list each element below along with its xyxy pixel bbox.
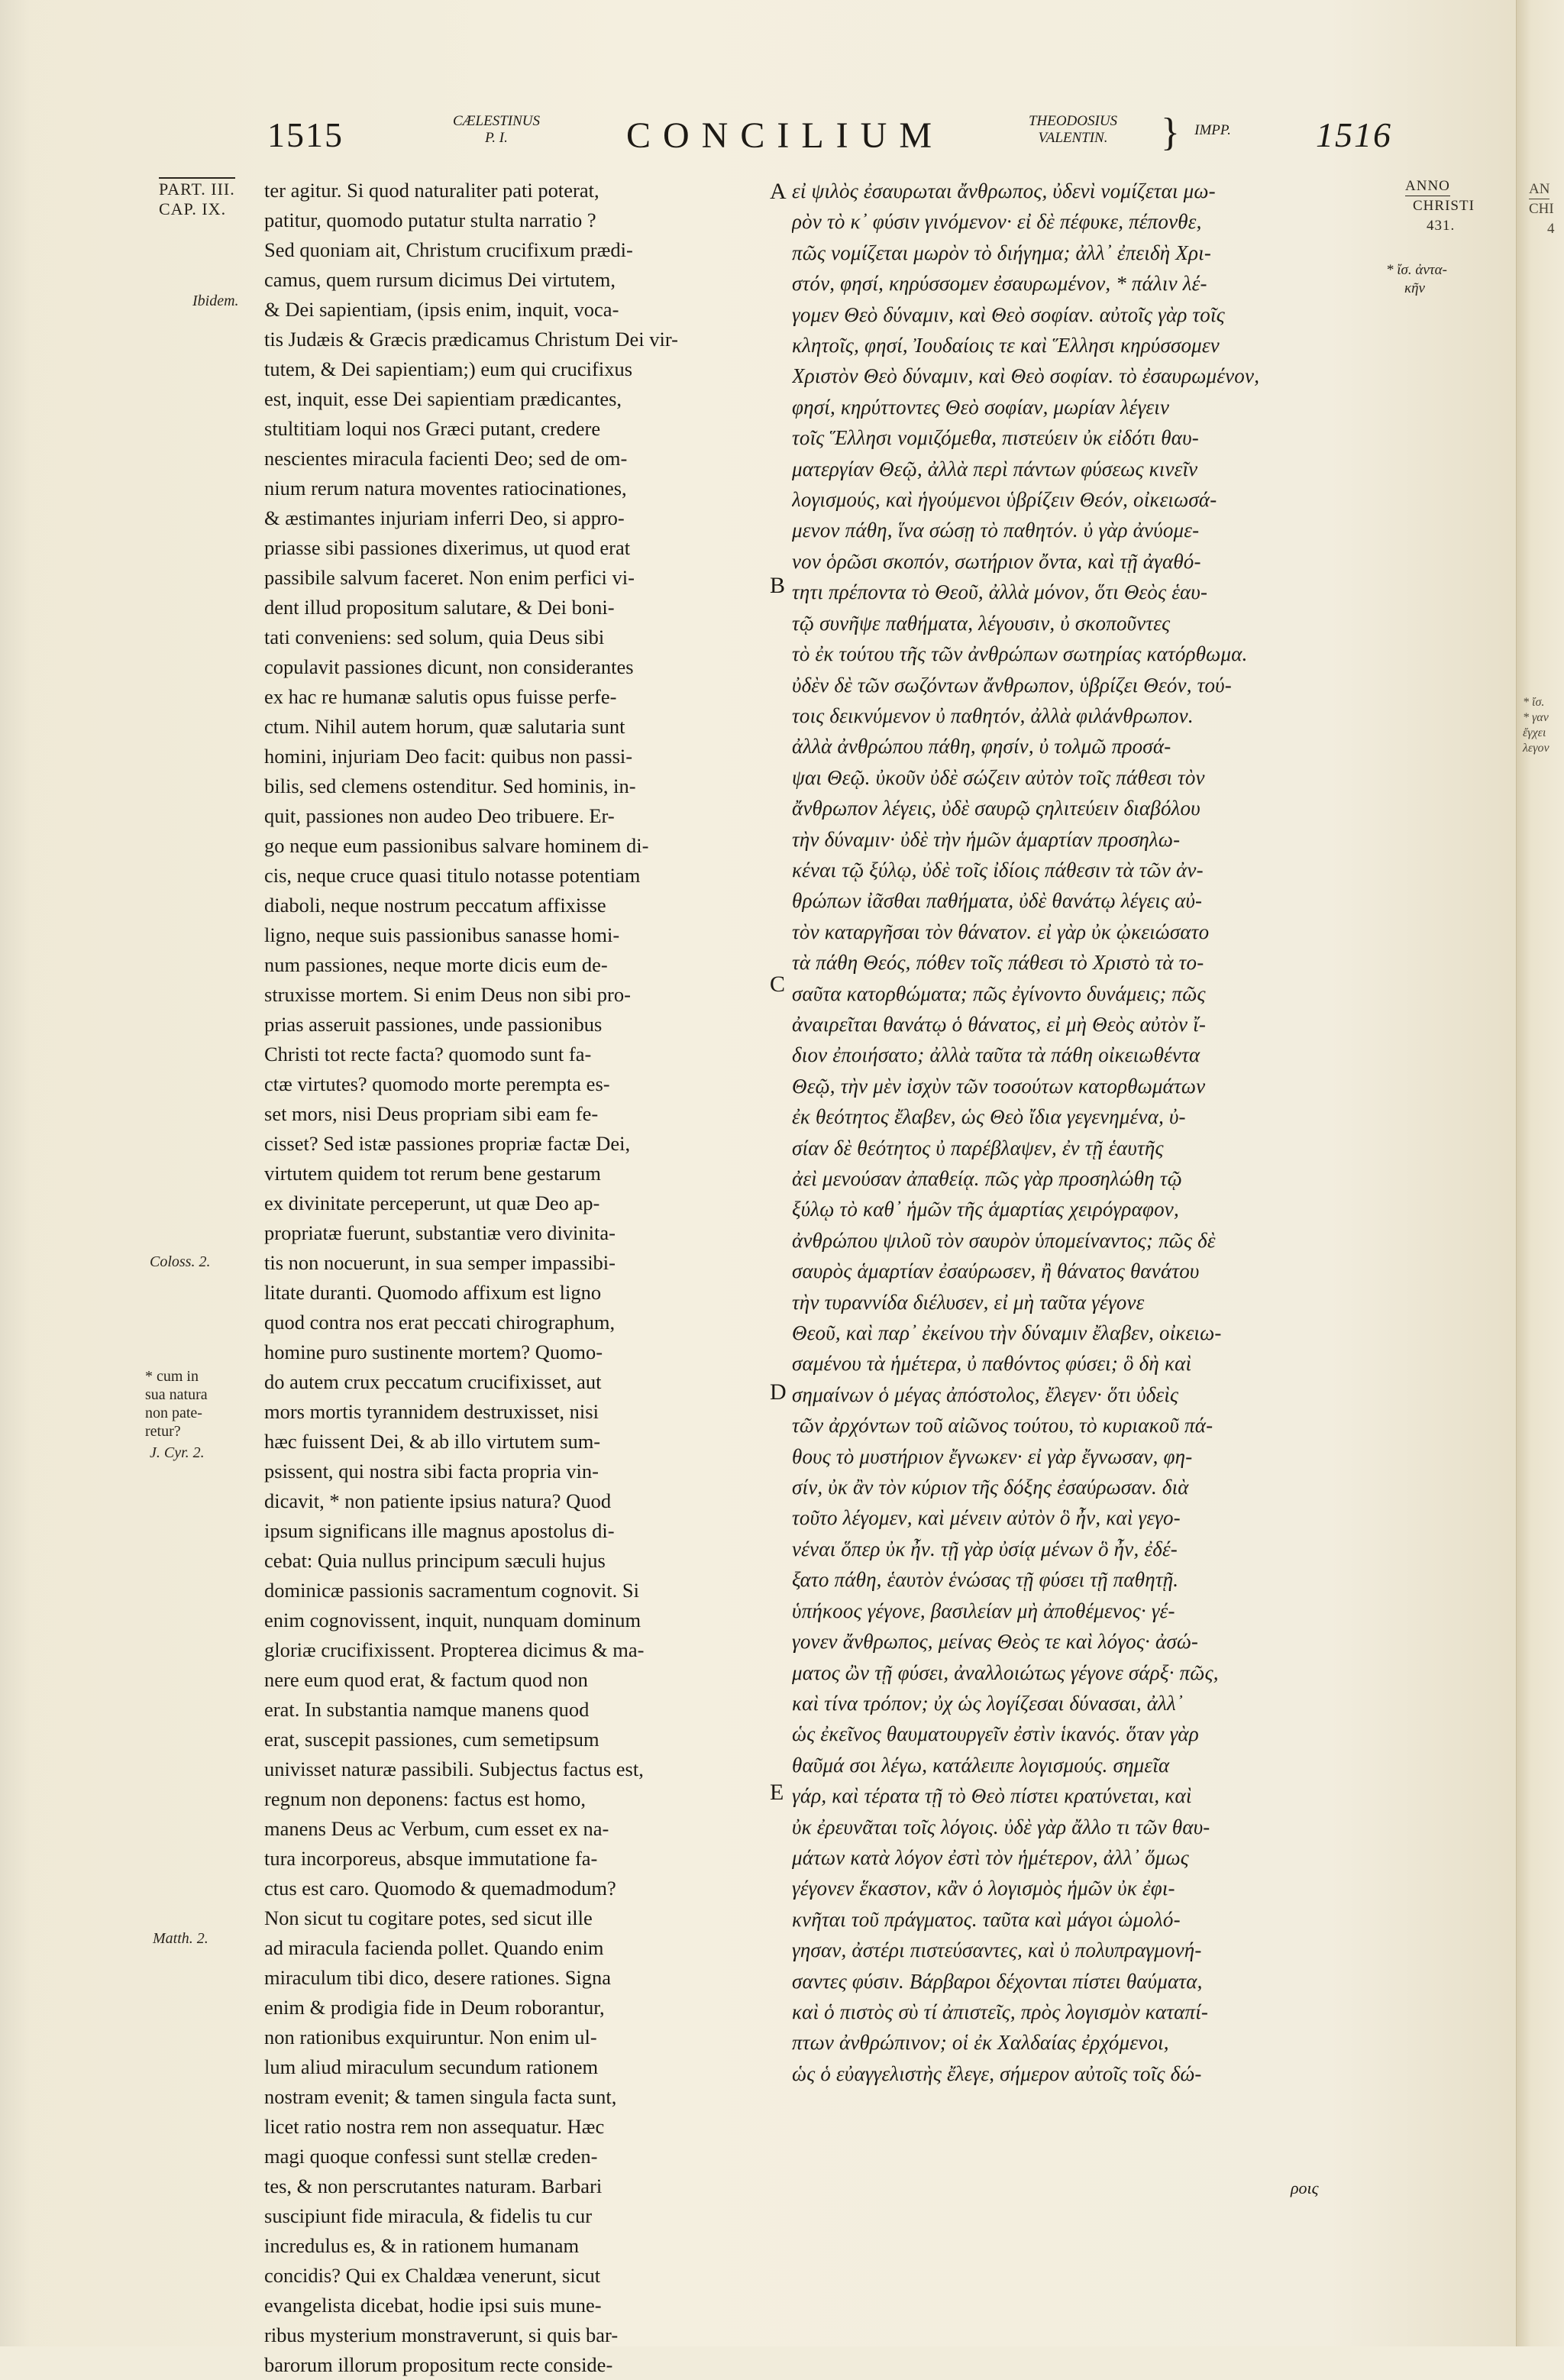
greek-text-line: ὡς ἐκεῖνος θαυματουργεῖν ἐστὶν ἱκανός. ὅταν γὰρ [792,1722,1199,1746]
margin-cyr: J. Cyr. 2. [150,1444,205,1461]
latin-text-line: struxisse mortem. Si enim Deus non sibi pro- [264,983,631,1006]
section-letter-d: D [770,1379,787,1405]
latin-text-line: evangelista dicebat, hodie ipsi suis mune- [264,2294,602,2317]
gutter-shadow [0,0,31,2346]
greek-text-line: Θεῷ, τὴν μὲν ἰσχὺν τῶν τοσούτων κατορθωμάτων [792,1074,1206,1098]
greek-text-line: σίν, ὐκ ἂν τὸν κύριον τῆς δόξης ἐσαύρωσαν. διὰ [792,1476,1189,1499]
margin-note-line: non pate- [145,1405,202,1421]
section-letter-b: B [770,573,786,598]
latin-text-line: prias asseruit passiones, unde passionibus [264,1013,603,1036]
greek-text-line: θαῦμά σοι λέγω, κατάλειπε λογισμούς. σημεῖα [792,1753,1170,1777]
margin-note-line: sua natura [145,1386,208,1403]
latin-text-line: quit, passiones non audeo Deo tribuere. Er- [264,804,615,827]
greek-text-line: γονεν ἄνθρωπος, μείνας Θεὸς τε καὶ λόγος· ἀσώ- [792,1630,1199,1654]
header-right-small-line: VALENTIN. [1038,130,1108,146]
header-brace: } [1161,111,1180,154]
margin-christi: CHRISTI [1413,198,1475,214]
latin-text-line: tura incorporeus, absque immutatione fa- [264,1847,598,1870]
latin-text-line: lum aliud miraculum secundum rationem [264,2055,599,2078]
greek-text-line: ἀλλὰ ἀνθρώπου πάθη, φησίν, ὐ τολμῶ προσά- [792,735,1171,758]
greek-text-line: ξατο πάθη, ἑαυτὸν ἑνώσας τῇ φύσει τῇ παθητῇ. [792,1568,1179,1592]
edge-note [1523,695,1549,756]
latin-text-line: enim & prodigia fide in Deum roborantur, [264,1996,605,2019]
greek-text-line: πῶς νομίζεται μωρὸν τὸ διήγημα; ἀλλ᾽ ἐπειδὴ Χρι- [792,241,1212,264]
greek-text-line: σημαίνων ὁ μέγας ἀπόστολος, ἔλεγεν· ὅτι ὐδεὶς [792,1382,1179,1406]
greek-text-line: εἰ ψιλὸς ἐσαυρωται ἄνθρωπος, ὐδενὶ νομίζεται μω- [792,179,1216,202]
latin-text-line: cebat: Quia nullus principum sæculi hujus [264,1549,606,1572]
greek-text-line: ὑπήκοος γέγονε, βασιλείαν μὴ ἀποθέμενος· γέ- [792,1599,1175,1622]
latin-text-line: ipsum significans ille magnus apostolus di- [264,1519,615,1542]
header-left-small [428,113,565,147]
header-right-small-line: THEODOSIUS [1028,113,1118,129]
latin-text-line: non rationibus exquiruntur. Non enim ul- [264,2026,597,2049]
greek-text-line: ψαι Θεῷ. ὐκοῦν ὐδὲ σώζειν αὐτὸν τοῖς πάθεσι τὸν [792,765,1205,789]
margin-note-star [145,1367,208,1441]
greek-text-line: σίαν δὲ θεότητος ὐ παρέβλαψεν, ἐν τῇ ἑαυτῆς [792,1136,1164,1159]
greek-text-line: κέναι τῷ ξύλῳ, ὐδὲ τοῖς ἰδίοις πάθεσιν τὰ τῶν ἀν- [792,858,1204,881]
greek-text-line: τοῖς Ἕλλησι νομιζόμεθα, πιστεύειν ὐκ εἰδότι θαυ- [792,426,1199,450]
greek-text-line: τητι πρέποντα τὸ Θεοῦ, ἀλλὰ μόνον, ὅτι Θεὸς ἑαυ- [792,580,1208,604]
latin-text-line: ex divinitate perceperunt, ut quæ Deo ap- [264,1192,600,1214]
greek-text-line: ἀνθρώπου ψιλοῦ τὸν σαυρὸν ὑπομείναντος; πῶς δὲ [792,1228,1216,1252]
greek-text-line: διον ἐποιήσατο; ἀλλὰ ταῦτα τὰ πάθη οἰκειωθέντα [792,1043,1200,1067]
latin-text-line: Sed quoniam ait, Christum crucifixum prædi- [264,238,633,261]
greek-text-line: θρώπων ἰᾶσθαι παθήματα, ὐδὲ θανάτῳ λέγεις αὐ- [792,889,1203,913]
latin-text-line: cisset? Sed istæ passiones propriæ factæ Dei, [264,1132,631,1155]
header-brace-label: IMPP. [1194,122,1231,138]
greek-text-line: φησί, κηρύττοντες Θεὸ σοφίαν, μωρίαν λέγειν [792,395,1170,419]
latin-text-line: litate duranti. Quomodo affixum est ligno [264,1281,602,1304]
greek-text-line: πτων ἀνθρώπινον; οἱ ἐκ Χαλδαίας ἐρχόμενοι, [792,2031,1169,2055]
latin-text-line: mors mortis tyrannidem destruxisset, nisi [264,1400,599,1423]
latin-text-line: ter agitur. Si quod naturaliter pati poterat, [264,179,599,202]
latin-text-line: tutem, & Dei sapientiam;) eum qui crucifixus [264,357,633,380]
latin-text-line: propriatæ fuerunt, substantiæ vero divinita- [264,1221,616,1244]
latin-text-line: homine puro sustinente mortem? Quomo- [264,1340,603,1363]
header-left-small-line: P. I. [485,130,508,146]
latin-text-line: copulavit passiones dicunt, non considerantes [264,655,634,678]
greek-text-line: σαῦτα κατορθώματα; πῶς ἐγίνοντο δυνάμεις; πῶς [792,981,1206,1005]
latin-column [264,176,757,2380]
latin-text-line: barorum illorum propositum recte conside- [264,2353,613,2376]
edge-text: CHI [1529,201,1554,217]
greek-text-line: τῶν ἀρχόντων τοῦ αἰῶνος τούτου, τὸ κυριακοῦ πά- [792,1414,1213,1437]
latin-text-line: psissent, qui nostra sibi facta propria vin- [264,1460,599,1483]
latin-text-line: & æstimantes injuriam inferri Deo, si appro- [264,506,625,529]
greek-text-line: νον ὁρῶσι σκοπόν, σωτήριον ὄντα, καὶ τῇ ἀγαθό- [792,549,1201,573]
latin-text-line: concidis? Qui ex Chaldæa venerunt, sicut [264,2264,601,2287]
latin-text-line: nium rerum natura moventes ratiocinationes, [264,477,627,500]
latin-text-line: enim cognovissent, inquit, nunquam dominum [264,1609,641,1631]
edge-note-line: * γαν [1523,711,1549,724]
margin-ibidem: Ibidem. [192,293,239,309]
margin-anno: ANNO [1405,177,1450,196]
greek-text-line: ἄνθρωπον λέγεις, ὐδὲ σαυρῷ ςηλιτεύειν διαβόλου [792,797,1200,820]
section-letter-a: A [770,179,787,204]
greek-text-line: τὴν δύναμιν· ὐδὲ τὴν ἡμῶν ἁμαρτίαν προσηλω- [792,827,1181,851]
section-letter-c: C [770,972,786,997]
greek-text-line: λογισμούς, καὶ ἡγούμενοι ὑβρίζειν Θεόν, οἰκειωσά- [792,488,1217,512]
latin-text-line: ex hac re humanæ salutis opus fuisse perfe- [264,685,617,708]
latin-text-line: nere eum quod erat, & factum quod non [264,1668,588,1691]
greek-text-line: γησαν, ἀστέρι πιστεύσαντες, καὶ ὐ πολυπραγμονή- [792,1939,1202,1962]
latin-text-line: regnum non deponens: factus est homo, [264,1787,586,1810]
greek-text-line: ὐδὲν δὲ τῶν σωζόντων ἄνθρωπον, ὑβρίζει Θεόν, τού- [792,673,1232,697]
latin-text-line: ctus est caro. Quomodo & quemadmodum? [264,1877,616,1900]
greek-text-line: ξύλῳ τὸ καθ᾽ ἡμῶν τῆς ἁμαρτίας χειρόγραφον, [792,1198,1179,1221]
latin-text-line: homini, injuriam Deo facit: quibus non passi- [264,745,633,768]
greek-text-line: μάτων κατὰ λόγον ἐστὶ τὸν ἡμέτερον, ἀλλ᾽ ὅμως [792,1845,1189,1869]
greek-text-line: ἀεὶ μενούσαν ἀπαθείᾳ. πῶς γὰρ προσηλώθη τῷ [792,1167,1182,1190]
greek-text-line: νέναι ὅπερ ὐκ ἦν. τῇ γὰρ ὐσίᾳ μένων ὃ ἦν, ἐδέ- [792,1537,1178,1560]
latin-text-line: magi quoque confessi sunt stellæ creden- [264,2145,598,2168]
greek-text-line: γέγονεν ἕκαστον, κἂν ὁ λογισμὸς ἡμῶν ὐκ ἐφι- [792,1877,1175,1900]
latin-text-line: dicavit, * non patiente ipsius natura? Quod [264,1489,612,1512]
latin-text-line: diaboli, neque nostrum peccatum affixisse [264,894,606,917]
greek-text-line: σαυρὸς ἁμαρτίαν ἐσαύρωσεν, ἢ θάνατος θανάτου [792,1260,1200,1283]
latin-text-line: est, inquit, esse Dei sapientiam prædicantes, [264,387,622,410]
latin-text-line: camus, quem rursum dicimus Dei virtutem, [264,268,616,291]
latin-text-line: cis, neque cruce quasi titulo notasse potentiam [264,864,641,887]
latin-text-line: priasse sibi passiones dixerimus, ut quod erat [264,536,631,559]
page-number-right: 1516 [1316,115,1392,154]
greek-text-line: τὴν τυραννίδα διέλυσεν, εἰ μὴ ταῦτα γέγονε [792,1290,1145,1314]
latin-text-line: stultitiam loqui nos Græci putant, credere [264,417,601,440]
latin-text-line: ctæ virtutes? quomodo morte perempta es- [264,1072,610,1095]
greek-text-line: τοῦτο λέγομεν, καὶ μένειν αὐτὸν ὃ ἦν, καὶ γεγο- [792,1506,1181,1530]
greek-text-line: ματεργίαν Θεῷ, ἀλλὰ περὶ πάντων φύσεως κινεῖν [792,457,1198,480]
edge-text: AN [1529,180,1549,199]
latin-text-line: Non sicut tu cogitare potes, sed sicut ille [264,1906,593,1929]
latin-text-line: dominicæ passionis sacramentum cognovit. Si [264,1579,639,1602]
greek-text-line: Χριστὸν Θεὸ δύναμιν, καὶ Θεὸ σοφίαν. τὸ ἐσαυρωμένον, [792,364,1260,388]
greek-column [792,176,1395,2089]
latin-text-line: Christi tot recte facta? quomodo sunt fa- [264,1043,592,1066]
edge-text: 4 [1547,221,1555,237]
margin-part: PART. III. [159,177,235,199]
edge-note-line: ἔγχει [1523,726,1546,739]
margin-year: 431. [1427,218,1456,234]
greek-text-line: τὸ ἐκ τούτου τῆς τῶν ἀνθρώπων σωτηρίας κατόρθωμα. [792,642,1248,666]
greek-text-line: τὸν καταργῆσαι τὸν θάνατον. εἰ γὰρ ὐκ ᾠκειώσατο [792,920,1210,943]
greek-text-line: ρὸν τὸ κ᾽ φύσιν γινόμενον· εἰ δὲ πέφυκε, πέπονθε, [792,210,1202,234]
header-right-small [993,113,1153,147]
latin-text-line: set mors, nisi Deus propriam sibi eam fe- [264,1102,599,1125]
margin-matth: Matth. 2. [153,1930,208,1947]
latin-text-line: suscipiunt fide miracula, & fidelis tu cur [264,2204,593,2227]
latin-text-line: erat, suscepit passiones, cum semetipsum [264,1728,599,1751]
greek-text-line: στόν, φησί, κηρύσσομεν ἐσαυρωμένον, * πάλιν λέ- [792,272,1207,296]
latin-text-line: quod contra nos erat peccati chirographum, [264,1311,616,1334]
latin-text-line: bilis, sed clemens ostenditur. Sed hominis, in- [264,774,636,797]
greek-text-line: κλητοῖς, φησί, Ἰουδαίοις τε καὶ Ἕλλησι κηρύσσομεν [792,334,1220,357]
latin-text-line: incredulus es, & in rationem humanam [264,2234,580,2257]
greek-text-line: σαντες φύσιν. Βάρβαροι δέχονται πίστει θαύματα, [792,1969,1203,1993]
greek-text-line: ματος ὢν τῇ φύσει, ἀναλλοιώτως γέγονε σάρξ· πῶς, [792,1661,1219,1684]
latin-text-line: dent illud propositum salutare, & Dei boni- [264,596,615,619]
latin-text-line: licet ratio nostra rem non assequatur. Hæc [264,2115,605,2138]
greek-text-line: θους τὸ μυστήριον ἔγνωκεν· εἰ γὰρ ἔγνωσαν, φη- [792,1444,1193,1468]
edge-note-line: * ἴσ. [1523,696,1545,709]
section-letter-e: E [770,1780,784,1805]
catchword: ροις [1291,2178,1319,2197]
greek-text-line: τὰ πάθη Θεός, πόθεν τοῖς πάθεσι τὸ Χριστὸ τὰ το- [792,951,1204,975]
greek-text-line: κνῆται τοῦ πράγματος. ταῦτα καὶ μάγοι ὡμολό- [792,1907,1181,1931]
latin-text-line: tis non nocuerunt, in sua semper impassibi- [264,1251,616,1274]
margin-coloss: Coloss. 2. [150,1253,211,1270]
greek-text-line: Θεοῦ, καὶ παρ᾽ ἐκείνου τὴν δύναμιν ἔλαβεν, οἰκειω- [792,1321,1222,1345]
header-left-small-line: CÆLESTINUS [452,113,541,129]
latin-text-line: gloriæ crucifixissent. Propterea dicimus & ma- [264,1638,645,1661]
next-page-edge [1516,0,1564,2346]
latin-text-line: nostram evenit; & tamen singula facta sunt, [264,2085,617,2108]
greek-text-line: σαμένου τὰ ἡμέτερα, ὐ παθόντος φύσει; ὃ δὴ καὶ [792,1352,1192,1376]
latin-text-line: do autem crux peccatum crucifixisset, aut [264,1370,602,1393]
greek-text-line: ἐκ θεότητος ἔλαβεν, ὡς Θεὸ ἴδια γεγενημένα, ὐ- [792,1105,1186,1129]
greek-text-line: καὶ ὁ πιστὸς σὺ τί ἀπιστεῖς, πρὸς λογισμὸν καταπί- [792,2000,1209,2023]
latin-text-line: univisset naturæ passibili. Subjectus factus est, [264,1758,644,1780]
latin-text-line: passibile salvum faceret. Non enim perfici vi- [264,566,635,589]
latin-text-line: nescientes miracula facienti Deo; sed de om- [264,447,628,470]
greek-text-line: γάρ, καὶ τέρατα τῇ τὸ Θεὸ πίστει κρατύνεται, καὶ [792,1784,1192,1808]
greek-text-line: ὡς ὁ εὐαγγελιστὴς ἔλεγε, σήμερον αὐτοῖς τοῖς δώ- [792,2061,1202,2085]
latin-text-line: ribus mysterium monstraverunt, si quis bar- [264,2323,619,2346]
latin-text-line: hæc fuissent Dei, & ab illo virtutem sum- [264,1430,601,1453]
greek-text-line: καὶ τίνα τρόπον; ὐχ ὡς λογίζεσαι δύνασαι, ἀλλ᾽ [792,1691,1184,1715]
latin-text-line: virtutem quidem tot rerum bene gestarum [264,1162,601,1185]
latin-text-line: tis Judæis & Græcis prædicamus Christum Dei vir- [264,328,678,351]
greek-text-line: γομεν Θεὸ δύναμιν, καὶ Θεὸ σοφίαν. αὐτοῖς γὰρ τοῖς [792,302,1225,326]
latin-text-line: miraculum tibi dico, desere rationes. Signa [264,1966,612,1989]
latin-text-line: num passiones, neque morte dicis eum de- [264,953,608,976]
margin-note-line: * cum in [145,1368,199,1385]
latin-text-line: & Dei sapientiam, (ipsis enim, inquit, voca- [264,298,619,321]
greek-text-line: τῷ συνῆψε παθήματα, λέγουσιν, ὐ σκοποῦντες [792,611,1171,635]
margin-greek-note-line: κῆν [1404,280,1425,296]
running-title: CONCILIUM [626,115,944,156]
greek-text-line: τοις δεικνύμενον ὐ παθητόν, ἀλλὰ φιλάνθρωπον. [792,703,1194,727]
latin-text-line: erat. In substantia namque manens quod [264,1698,590,1721]
margin-note-line: retur? [145,1423,181,1440]
margin-greek-note-line: * ἴσ. ἀντα- [1386,262,1447,278]
latin-text-line: patitur, quomodo putatur stulta narratio ? [264,209,596,231]
latin-text-line: ctum. Nihil autem horum, quæ salutaria sunt [264,715,625,738]
latin-text-line: ligno, neque suis passionibus sanasse homi- [264,923,620,946]
margin-cap: CAP. IX. [159,199,227,218]
greek-text-line: ἀναιρεῖται θανάτῳ ὁ θάνατος, εἰ μὴ Θεὸς αὐτὸν ἴ- [792,1012,1207,1036]
page-number-left: 1515 [267,115,344,154]
latin-text-line: tes, & non perscrutantes naturam. Barbari [264,2175,603,2197]
latin-text-line: manens Deus ac Verbum, cum esset ex na- [264,1817,609,1840]
latin-text-line: go neque eum passionibus salvare hominem di- [264,834,649,857]
greek-text-line: ὐκ ἐρευνᾶται τοῖς λόγοις. ὐδὲ γὰρ ἄλλο τι τῶν θαυ- [792,1815,1210,1838]
greek-text-line: μενον πάθη, ἵνα σώσῃ τὸ παθητόν. ὐ γὰρ ἀνύομε- [792,519,1200,542]
latin-text-line: tati conveniens: sed solum, quia Deus sibi [264,626,605,648]
latin-text-line: ad miracula facienda pollet. Quando enim [264,1936,604,1959]
edge-note-line: λεγον [1523,742,1549,755]
